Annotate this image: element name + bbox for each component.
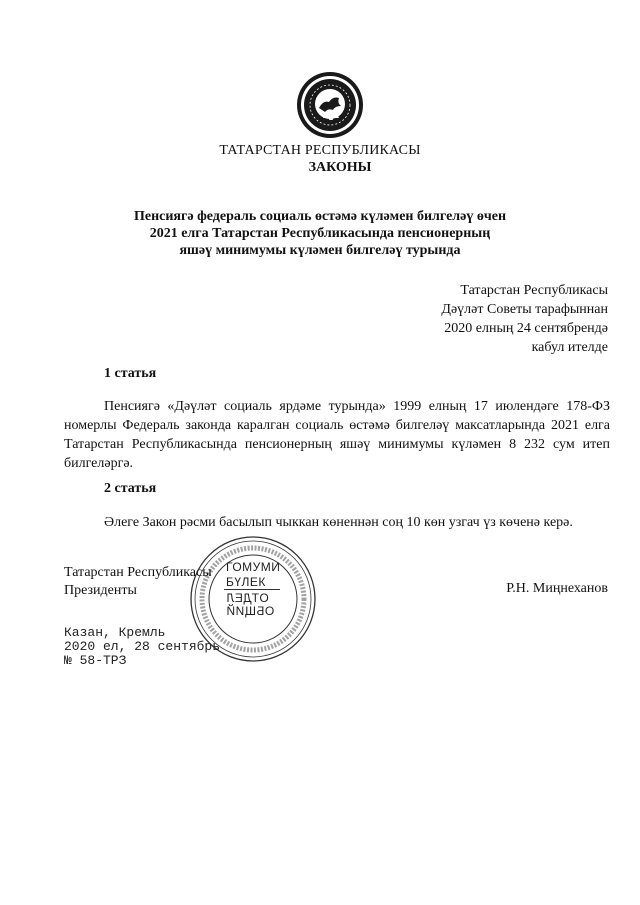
article-1-heading: 1 статья: [104, 366, 157, 381]
signature-title: [64, 564, 212, 600]
emblem-icon: [295, 70, 365, 140]
title-line: яшәү минимумы күләмен билгеләү турында: [179, 243, 461, 258]
title-line: Пенсиягә федераль социаль өстәмә күләмен билгеләү өчен: [133, 209, 507, 224]
adoption-note: [441, 281, 608, 357]
adoption-line: кабул ителде: [531, 340, 608, 355]
stamp-line: БҮЛЕК: [226, 575, 266, 589]
place-date-number: [64, 626, 220, 668]
adoption-line: 2020 елның 24 сентябрендә: [444, 321, 608, 336]
stamp-line: ГОМУМИ: [226, 560, 281, 574]
stamp-line-mirrored: ОБЩИЙ: [226, 604, 275, 618]
republic-heading: ТАТАРСТАН РЕСПУБЛИКАСЫ: [219, 143, 421, 158]
adoption-line: Дәүләт Советы тарафыннан: [441, 302, 608, 317]
article-1-line: минимумы күләмен 8 232 сум итеп билгеләргә.: [64, 437, 610, 471]
signature-line: Татарстан Республикасы: [64, 565, 212, 580]
law-heading: ЗАКОНЫ: [308, 160, 372, 175]
signatory-name: Р.Н. Миңнеханов: [506, 581, 608, 596]
adoption-line: Татарстан Республикасы: [460, 283, 608, 298]
stamp-line-mirrored: ОТДЕЛ: [226, 591, 269, 605]
footer-line: № 58-ТРЗ: [64, 653, 127, 668]
article-1-body: [64, 397, 610, 473]
article-2-heading: 2 статья: [104, 481, 157, 496]
article-1-line: максатларында 2021 елга Татарстан Республикасында пенсионерның яшәү: [64, 418, 611, 452]
law-title: [0, 208, 640, 259]
article-1-line: 178-ФЗ номерлы Федераль законда каралган социаль өстәмә билгеләү: [64, 399, 611, 433]
article-2-body: Әлеге Закон рәсми басылып чыккан көненнән соң 10 көн узгач үз көченә керә.: [104, 515, 573, 530]
article-1-line: Пенсиягә «Дәүләт социаль ярдәме турында» 1999 елның 17 июлендәге: [104, 399, 559, 414]
signature-line: Президенты: [64, 583, 137, 598]
title-line: 2021 елга Татарстан Республикасында пенсионерның: [149, 226, 491, 241]
footer-line: 2020 ел, 28 сентябрь: [64, 639, 221, 654]
footer-line: Казан, Кремль: [64, 625, 166, 640]
stamp-divider: [224, 589, 280, 590]
